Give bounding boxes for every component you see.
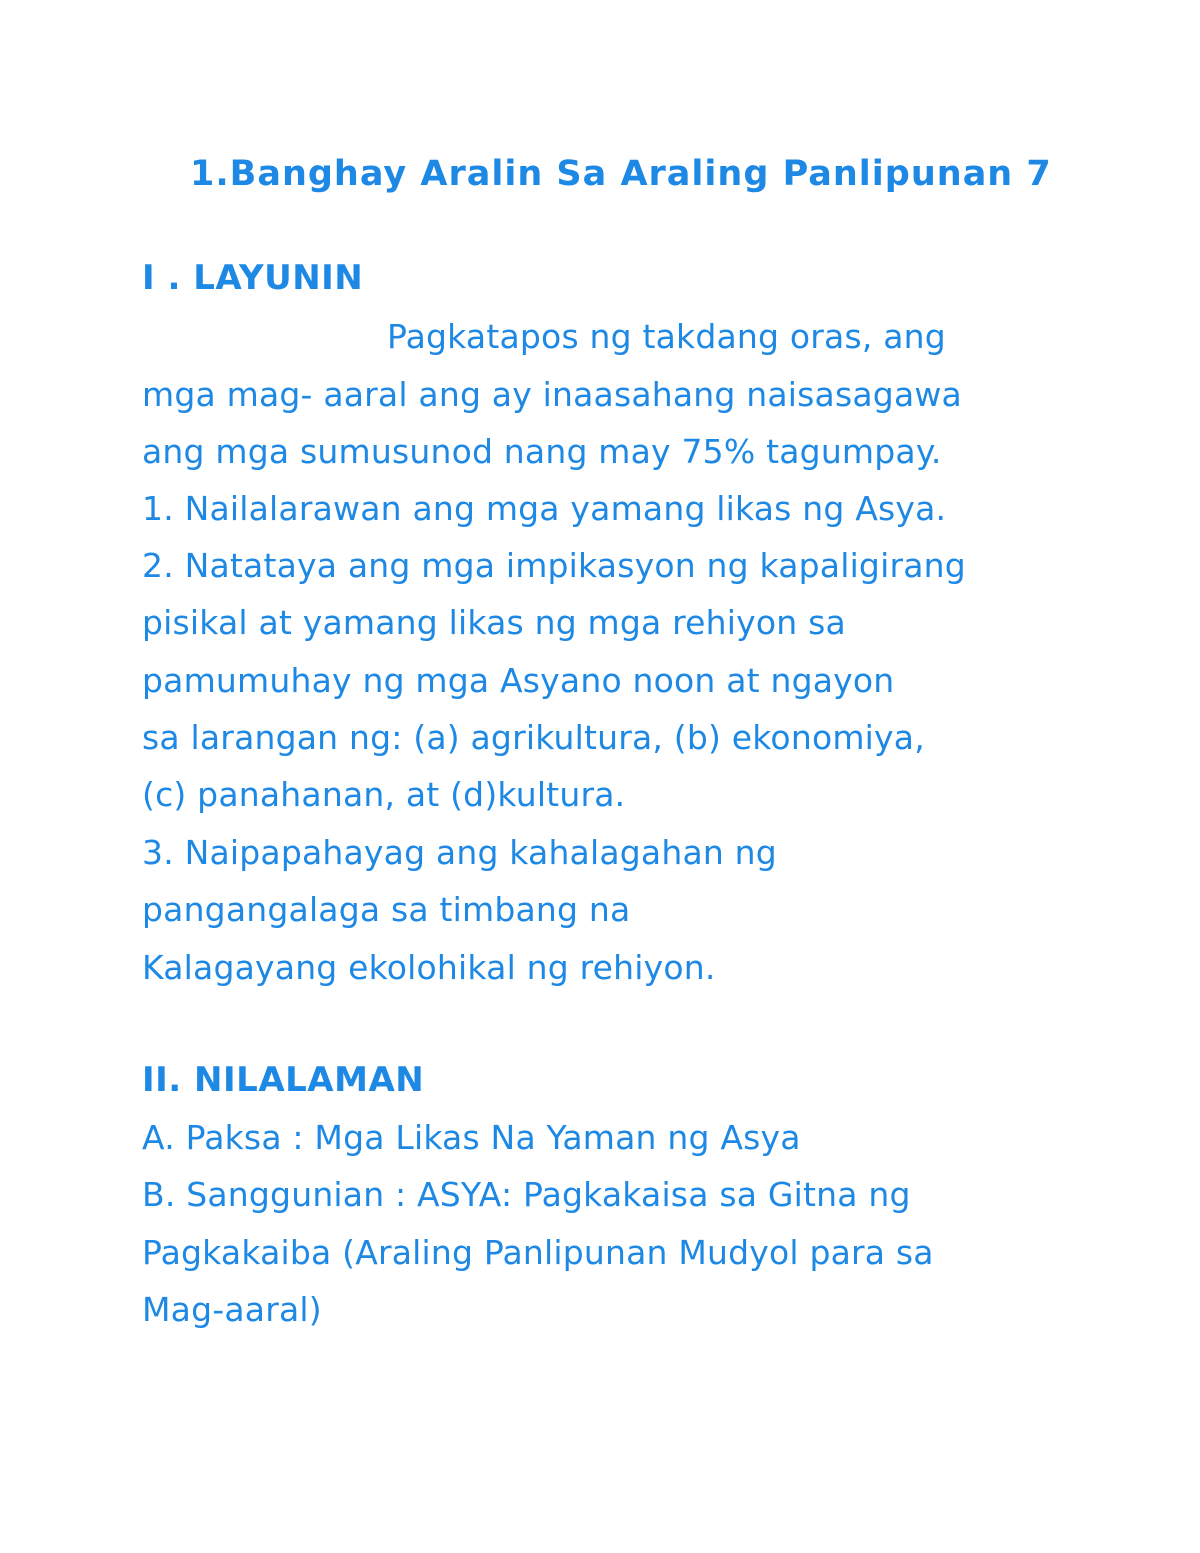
paragraph-line: (c) panahanan, at (d)kultura. (142, 775, 626, 814)
paragraph-line: sa larangan ng: (a) agrikultura, (b) ekonomiya, (142, 718, 925, 757)
content-item-paksa: A. Paksa : Mga Likas Na Yaman ng Asya (142, 1118, 801, 1157)
section-heading-layunin: I . LAYUNIN (142, 258, 364, 298)
objective-item-3: 3. Naipapahayag ang kahalagahan ng (142, 833, 777, 872)
paragraph-line: ang mga sumusunod nang may 75% tagumpay. (142, 432, 942, 471)
objective-item-1: 1. Nailalarawan ang mga yamang likas ng Asya. (142, 489, 947, 528)
paragraph-line: pangangalaga sa timbang na (142, 890, 631, 929)
paragraph-line: mga mag- aaral ang ay inaasahang naisasagawa (142, 375, 962, 414)
paragraph-line: Pagkatapos ng takdang oras, ang (387, 317, 946, 356)
document-title: 1.Banghay Aralin Sa Araling Panlipunan 7 (190, 154, 1052, 194)
paragraph-line: pamumuhay ng mga Asyano noon at ngayon (142, 661, 895, 700)
objective-item-2: 2. Natataya ang mga impikasyon ng kapaligirang (142, 546, 966, 585)
paragraph-line: Kalagayang ekolohikal ng rehiyon. (142, 948, 716, 987)
paragraph-line: pisikal at yamang likas ng mga rehiyon sa (142, 603, 846, 642)
paragraph-line: Mag-aaral) (142, 1290, 322, 1329)
paragraph-line: Pagkakaiba (Araling Panlipunan Mudyol para sa (142, 1233, 934, 1272)
content-item-sanggunian: B. Sanggunian : ASYA: Pagkakaisa sa Gitna ng (142, 1175, 911, 1214)
section-heading-nilalaman: II. NILALAMAN (142, 1060, 425, 1100)
